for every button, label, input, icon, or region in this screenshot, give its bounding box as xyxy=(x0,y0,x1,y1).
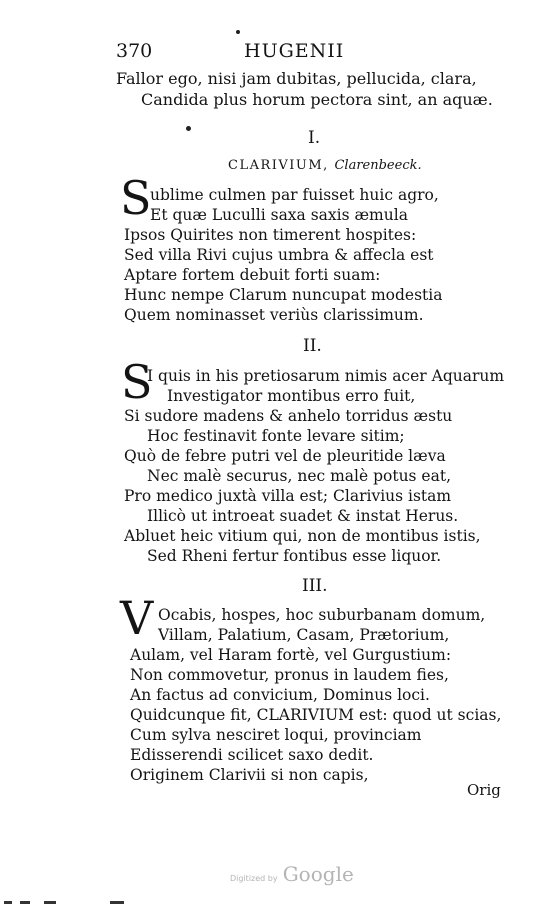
verse-line: Sed villa Rivi cujus umbra & affecla est xyxy=(124,246,434,264)
watermark-prefix: Digitized by xyxy=(230,874,278,883)
verse-line: Sed Rheni fertur fontibus esse liquor. xyxy=(147,547,442,565)
scan-mark xyxy=(4,901,12,904)
scan-edge-marks xyxy=(0,899,543,907)
verse-line: Cum sylva nesciret loqui, provinciam xyxy=(130,726,422,744)
verse-line: Abluet heic vitium qui, non de montibus istis, xyxy=(124,527,481,545)
verse-line: Ocabis, hospes, hoc suburbanam domum, xyxy=(158,606,486,624)
verse-line: Aulam, vel Haram fortè, vel Gurgustium: xyxy=(130,646,452,664)
section-subtitle xyxy=(228,158,422,173)
google-logo: Google xyxy=(282,862,354,886)
verse-line: Hoc festinavit fonte levare sitim; xyxy=(147,427,405,445)
verse-line: Originem Clarivii si non capis, xyxy=(130,766,369,784)
running-title: HUGENII xyxy=(244,40,345,62)
section-numeral: I. xyxy=(308,128,321,148)
verse-line: Pro medico juxtà villa est; Clarivius istam xyxy=(124,487,452,505)
drop-cap: S xyxy=(120,171,152,225)
page-number: 370 xyxy=(116,40,153,62)
digitized-watermark xyxy=(230,862,354,886)
verse-line: Investigator montibus erro fuit, xyxy=(167,387,416,405)
verse-line: Quem nominasset veriùs clarissimum. xyxy=(124,306,424,324)
verse-line: Quò de febre putri vel de pleuritide læva xyxy=(124,447,446,465)
drop-cap: V xyxy=(120,591,154,645)
verse-line: Aptare fortem debuit forti suam: xyxy=(124,266,381,284)
ink-speck xyxy=(186,126,191,131)
scan-mark xyxy=(44,901,56,904)
verse-line: Ipsos Quirites non timerent hospites: xyxy=(124,226,417,244)
verse-line: Hunc nempe Clarum nuncupat modestia xyxy=(124,286,443,304)
section-numeral: III. xyxy=(302,576,328,596)
verse-line: ublime culmen par fuisset huic agro, xyxy=(150,186,439,204)
section-numeral: II. xyxy=(303,336,322,356)
catchword: Orig xyxy=(467,781,501,799)
scan-mark xyxy=(20,901,30,904)
subtitle-caps: CLARIVIUM, xyxy=(228,158,329,173)
verse-line: Nec malè securus, nec malè potus eat, xyxy=(147,467,452,485)
verse-line: Si sudore madens & anhelo torridus æstu xyxy=(124,407,453,425)
verse-line: Edisserendi scilicet saxo dedit. xyxy=(130,746,374,764)
verse-line: Illicò ut introeat suadet & instat Herus. xyxy=(147,507,459,525)
verse-line: Villam, Palatium, Casam, Prætorium, xyxy=(158,626,450,644)
ink-speck xyxy=(236,30,240,34)
verse-line: Et quæ Luculli saxa saxis æmula xyxy=(150,206,408,224)
verse-line: Quidcunque fit, CLARIVIUM est: quod ut scias, xyxy=(130,706,502,724)
drop-cap: S xyxy=(121,355,153,409)
verse-line: An factus ad convicium, Dominus loci. xyxy=(130,686,430,704)
verse-line: Candida plus horum pectora sint, an aquæ. xyxy=(141,90,493,109)
verse-line: Fallor ego, nisi jam dubitas, pellucida, clara, xyxy=(116,69,477,88)
verse-line: I quis in his pretiosarum nimis acer Aquarum xyxy=(147,367,505,385)
subtitle-italic: Clarenbeeck. xyxy=(334,158,422,173)
verse-line: Non commovetur, pronus in laudem fies, xyxy=(130,666,449,684)
scan-mark xyxy=(110,901,124,904)
